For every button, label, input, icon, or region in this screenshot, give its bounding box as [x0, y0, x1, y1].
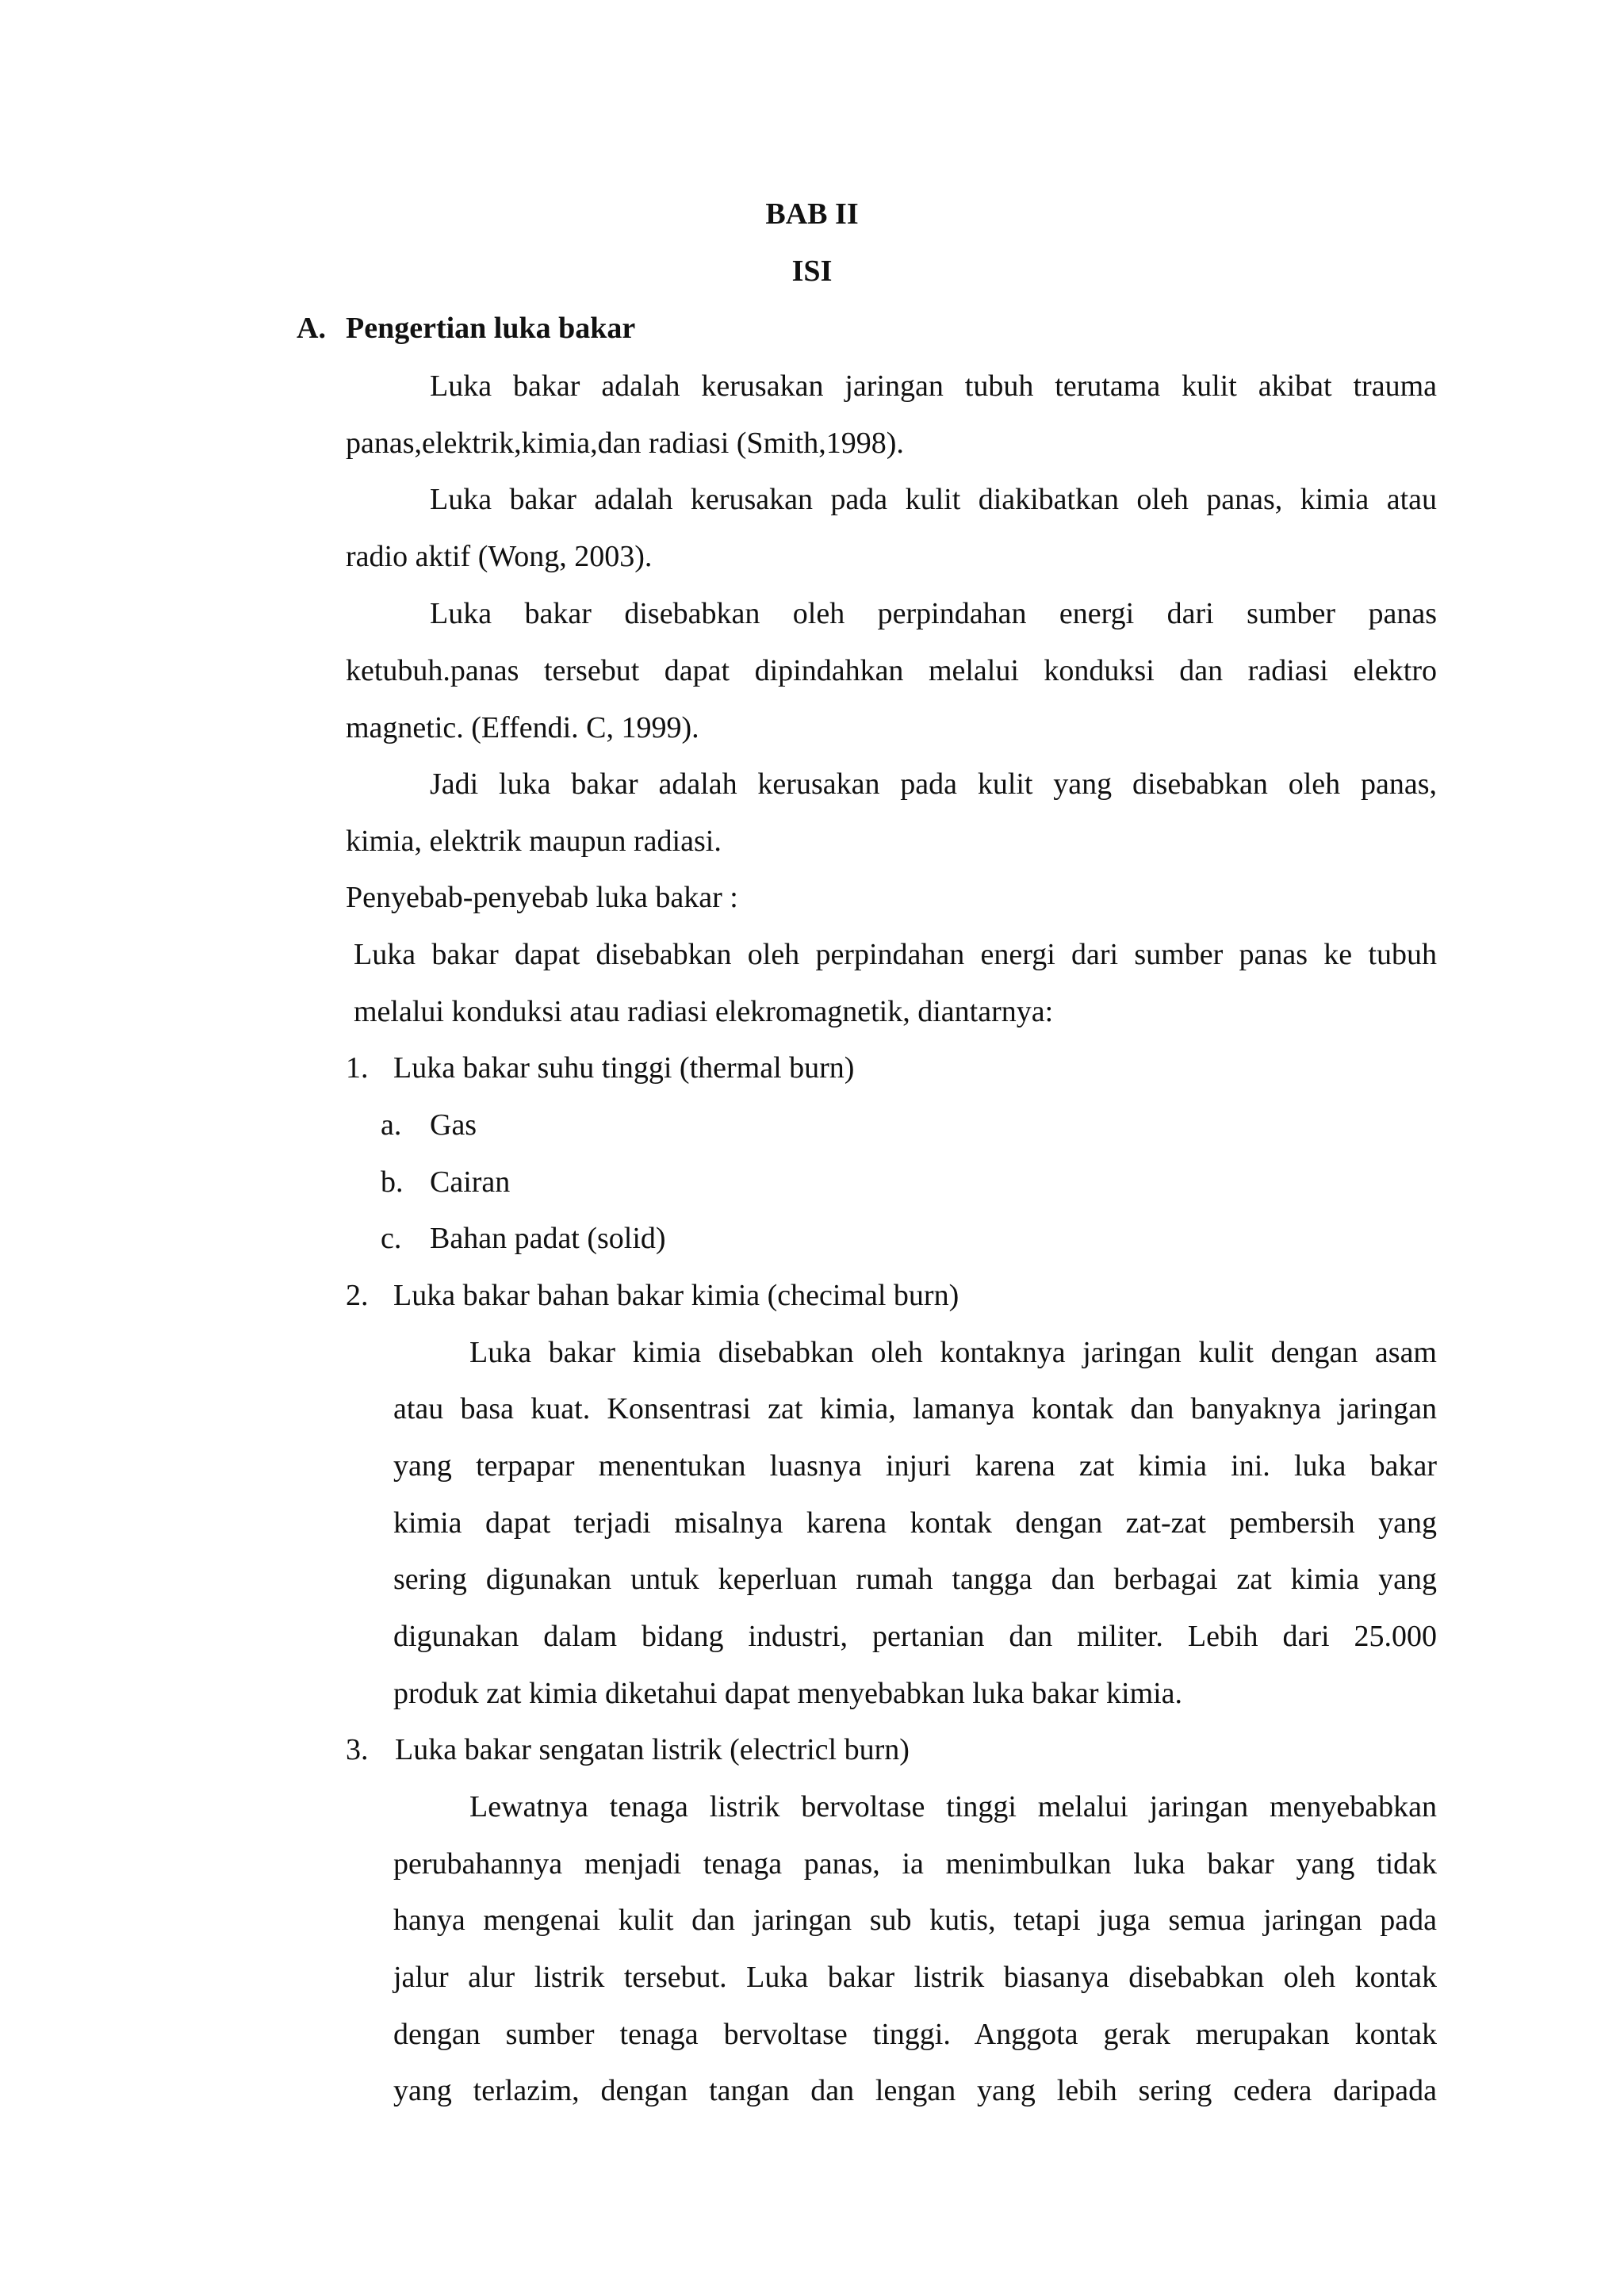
chapter-title: ISI	[791, 254, 833, 288]
item-body-line: hanya mengenai kulit dan jaringan sub kutis, tetapi juga semua jaringan pada	[393, 1904, 1437, 1937]
item-body-line: atau basa kuat. Konsentrasi zat kimia, lamanya kontak dan banyaknya jaringan	[393, 1392, 1437, 1425]
paragraph-line: Luka bakar adalah kerusakan pada kulit diakibatkan oleh panas, kimia atau	[430, 483, 1437, 516]
item-body-line: digunakan dalam bidang industri, pertanian dan militer. Lebih dari 25.000	[393, 1620, 1437, 1653]
chapter-number: BAB II	[765, 197, 859, 231]
paragraph-line: magnetic. (Effendi. C, 1999).	[346, 711, 699, 744]
sublist-item: Gas	[430, 1108, 477, 1142]
sublist-item: Cairan	[430, 1165, 511, 1199]
paragraph-line: Luka bakar adalah kerusakan jaringan tubuh terutama kulit akibat trauma	[430, 369, 1437, 403]
causes-intro-line: Luka bakar dapat disebabkan oleh perpindahan energi dari sumber panas ke tubuh	[354, 938, 1437, 971]
item-body-line: produk zat kimia diketahui dapat menyebabkan luka bakar kimia.	[393, 1677, 1183, 1710]
sublist-item: Bahan padat (solid)	[430, 1222, 666, 1255]
item-body-line: Lewatnya tenaga listrik bervoltase tinggi melalui jaringan menyebabkan	[469, 1790, 1437, 1823]
paragraph-line: Luka bakar disebabkan oleh perpindahan energi dari sumber panas	[430, 597, 1437, 630]
paragraph-line: Jadi luka bakar adalah kerusakan pada kulit yang disebabkan oleh panas,	[430, 767, 1437, 801]
paragraph-line: panas,elektrik,kimia,dan radiasi (Smith,1998).	[346, 427, 904, 460]
item-body-line: kimia dapat terjadi misalnya karena kontak dengan zat-zat pembersih yang	[393, 1506, 1437, 1540]
section-label: A.	[297, 312, 326, 345]
paragraph-line: radio aktif (Wong, 2003).	[346, 540, 653, 573]
item-body-line: Luka bakar kimia disebabkan oleh kontaknya jaringan kulit dengan asam	[469, 1336, 1437, 1369]
sublist-label: c.	[381, 1222, 402, 1255]
item-body-line: dengan sumber tenaga bervoltase tinggi. Anggota gerak merupakan kontak	[393, 2018, 1437, 2051]
item-body-line: jalur alur listrik tersebut. Luka bakar listrik biasanya disebabkan oleh kontak	[393, 1961, 1437, 1994]
list-number: 3.	[346, 1733, 369, 1766]
sublist-label: b.	[381, 1165, 404, 1199]
causes-intro-line: melalui konduksi atau radiasi elekromagnetik, diantarnya:	[354, 995, 1054, 1028]
item-body-line: perubahannya menjadi tenaga panas, ia menimbulkan luka bakar yang tidak	[393, 1847, 1437, 1881]
list-number: 1.	[346, 1051, 369, 1085]
causes-heading: Penyebab-penyebab luka bakar :	[346, 881, 738, 914]
item-body-line: sering digunakan untuk keperluan rumah tangga dan berbagai zat kimia yang	[393, 1563, 1437, 1596]
paragraph-line: kimia, elektrik maupun radiasi.	[346, 825, 722, 858]
list-number: 2.	[346, 1279, 369, 1312]
paragraph-line: ketubuh.panas tersebut dapat dipindahkan melalui konduksi dan radiasi elektro	[346, 654, 1437, 687]
item-body-line: yang terlazim, dengan tangan dan lengan yang lebih sering cedera daripada	[393, 2074, 1437, 2107]
section-title: Pengertian luka bakar	[346, 312, 636, 345]
list-item-title: Luka bakar bahan bakar kimia (checimal burn)	[393, 1279, 959, 1312]
sublist-label: a.	[381, 1108, 402, 1142]
item-body-line: yang terpapar menentukan luasnya injuri karena zat kimia ini. luka bakar	[393, 1449, 1437, 1483]
list-item-title: Luka bakar sengatan listrik (electricl burn)	[395, 1733, 910, 1766]
list-item-title: Luka bakar suhu tinggi (thermal burn)	[393, 1051, 855, 1085]
